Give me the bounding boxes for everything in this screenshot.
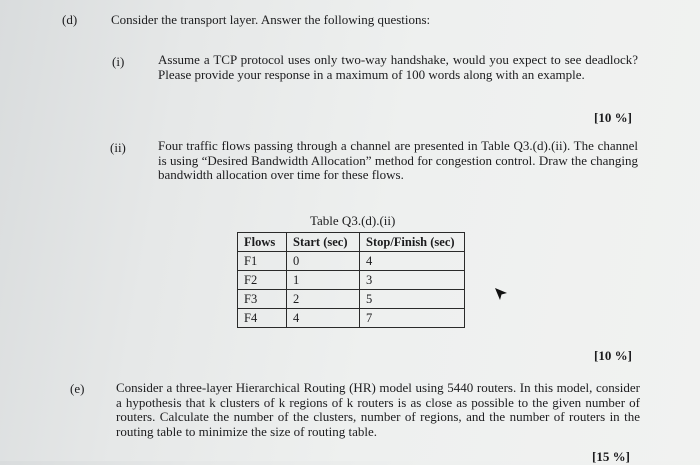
cell-stop: 7 xyxy=(360,309,465,328)
part-e-text: Consider a three-layer Hierarchical Routing (HR) model using 5440 routers. In this model, consider a hypothesis that k clusters of k regions of k routers is as close as possible to the given number of routers. Calculate the number of the clusters, number of regions, and the number of routers in the routing table to minimize the size of routing table. xyxy=(116,380,640,439)
cell-stop: 5 xyxy=(360,290,465,309)
cell-stop: 3 xyxy=(360,271,465,290)
part-d-intro: Consider the transport layer. Answer the following questions: xyxy=(111,12,431,27)
cell-flow: F1 xyxy=(238,252,287,271)
question-i-label: (i) xyxy=(112,54,125,69)
table-row xyxy=(238,271,465,290)
cell-flow: F4 xyxy=(238,309,287,328)
question-i-text: Assume a TCP protocol uses only two-way handshake, would you expect to see deadlock? Please provide your response in a maximum of 100 words along with an example. xyxy=(158,52,638,82)
cell-flow: F3 xyxy=(238,290,287,309)
table-caption: Table Q3.(d).(ii) xyxy=(310,213,396,228)
cell-start: 2 xyxy=(287,290,360,309)
header-start: Start (sec) xyxy=(287,233,360,252)
cell-start: 1 xyxy=(287,271,360,290)
part-d-label: (d) xyxy=(62,12,78,27)
question-ii-label: (ii) xyxy=(110,140,126,155)
header-flows: Flows xyxy=(238,233,287,252)
table-row xyxy=(238,290,465,309)
cell-stop: 4 xyxy=(360,252,465,271)
question-ii-text: Four traffic flows passing through a channel are presented in Table Q3.(d).(ii). The channel is using “Desired Bandwidth Allocation” method for congestion control. Draw the changing bandwidth allocation over time for these flows. xyxy=(158,138,638,182)
mouse-cursor-icon xyxy=(494,287,508,301)
table-header-row xyxy=(238,233,465,252)
flows-table xyxy=(237,232,465,328)
cell-start: 4 xyxy=(287,309,360,328)
cell-flow: F2 xyxy=(238,271,287,290)
question-i-mark: [10 %] xyxy=(594,110,632,125)
question-ii-mark: [10 %] xyxy=(594,348,632,363)
part-e-mark: [15 %] xyxy=(592,449,630,464)
table-row xyxy=(238,252,465,271)
cell-start: 0 xyxy=(287,252,360,271)
header-stop: Stop/Finish (sec) xyxy=(360,233,465,252)
part-e-label: (e) xyxy=(70,381,85,396)
table-row xyxy=(238,309,465,328)
